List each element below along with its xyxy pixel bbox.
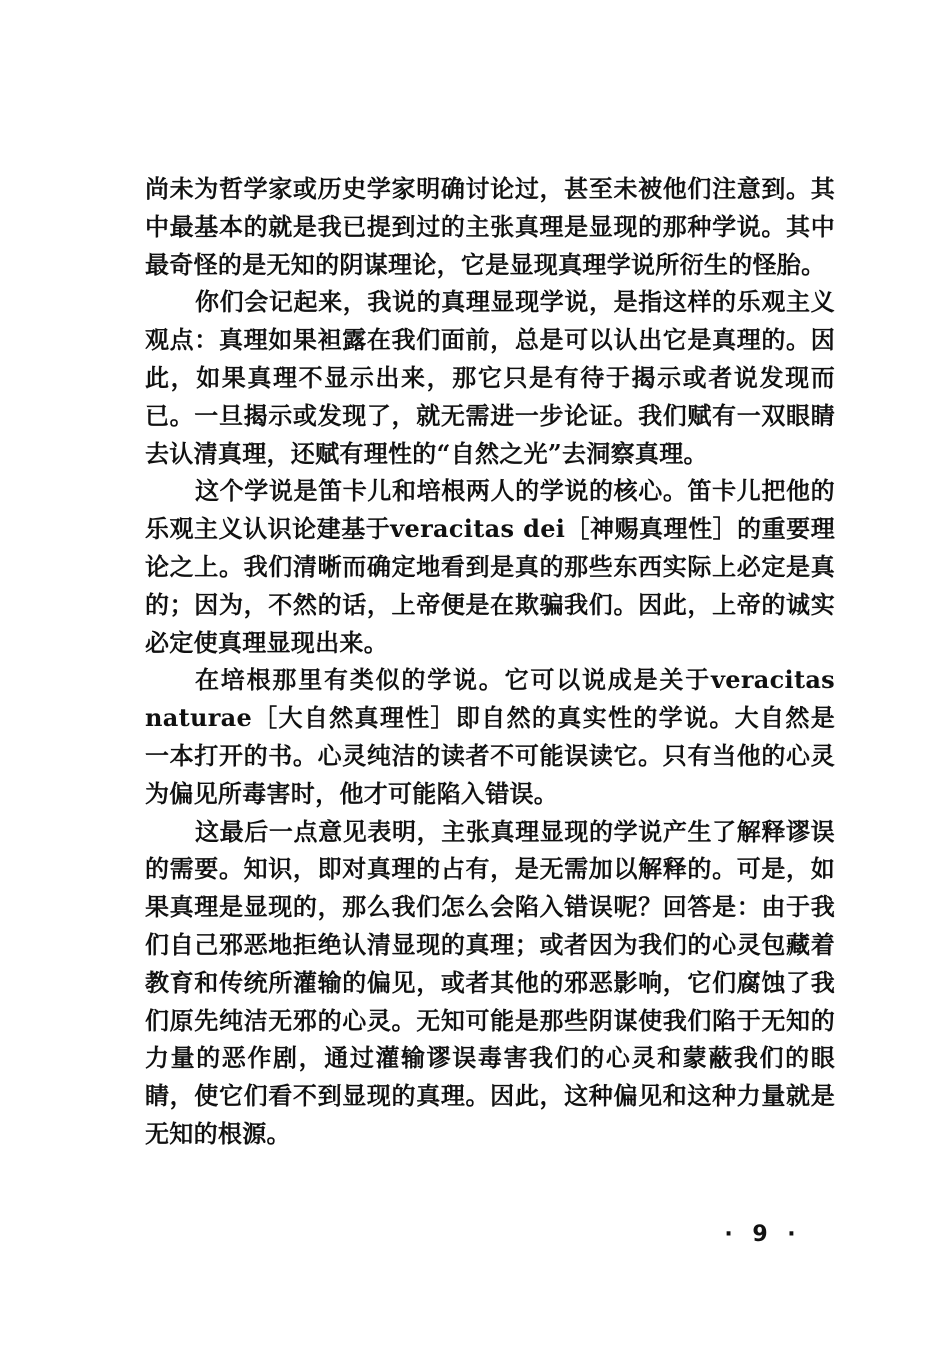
paragraph-2: 你们会记起来，我说的真理显现学说，是指这样的乐观主义观点：真理如果袒露在我们面前，总是可以认出它是真理的。因此，如果真理不显示出来，那它只是有待于揭示或者说发现而已。一旦揭示或发现了，就无需进一步论证。我们赋有一双眼睛去认清真理，还赋有理性的“自然之光”去洞察真理。 bbox=[145, 287, 835, 468]
paragraph-1: 尚未为哲学家或历史学家明确讨论过，甚至未被他们注意到。其中最基本的就是我已提到过的主张真理是显现的那种学说。其中最奇怪的是无知的阴谋理论，它是显现真理学说所衍生的怪胎。 bbox=[145, 174, 835, 279]
body-text bbox=[145, 170, 835, 1153]
page-number: · 9 · bbox=[724, 1222, 802, 1247]
paragraph-4: 在培根那里有类似的学说。它可以说成是关于veracitas naturae［大自然真理性］即自然的真实性的学说。大自然是一本打开的书。心灵纯洁的读者不可能误读它。只有当他的心灵为偏见所毒害时，他才可能陷入错误。 bbox=[145, 665, 835, 808]
paragraph-5: 这最后一点意见表明，主张真理显现的学说产生了解释谬误的需要。知识，即对真理的占有，是无需加以解释的。可是，如果真理是显现的，那么我们怎么会陷入错误呢？回答是：由于我们自己邪恶地拒绝认清显现的真理；或者因为我们的心灵包藏着教育和传统所灌输的偏见，或者其他的邪恶影响，它们腐蚀了我们原先纯洁无邪的心灵。无知可能是那些阴谋使我们陷于无知的力量的恶作剧，通过灌输谬误毒害我们的心灵和蒙蔽我们的眼睛，使它们看不到显现的真理。因此，这种偏见和这种力量就是无知的根源。 bbox=[145, 816, 835, 1148]
paragraph-3: 这个学说是笛卡儿和培根两人的学说的核心。笛卡儿把他的乐观主义认识论建基于veracitas dei［神赐真理性］的重要理论之上。我们清晰而确定地看到是真的那些东西实际上必定是真的；因为，不然的话，上帝便是在欺骗我们。因此，上帝的诚实必定使真理显现出来。 bbox=[145, 476, 835, 657]
